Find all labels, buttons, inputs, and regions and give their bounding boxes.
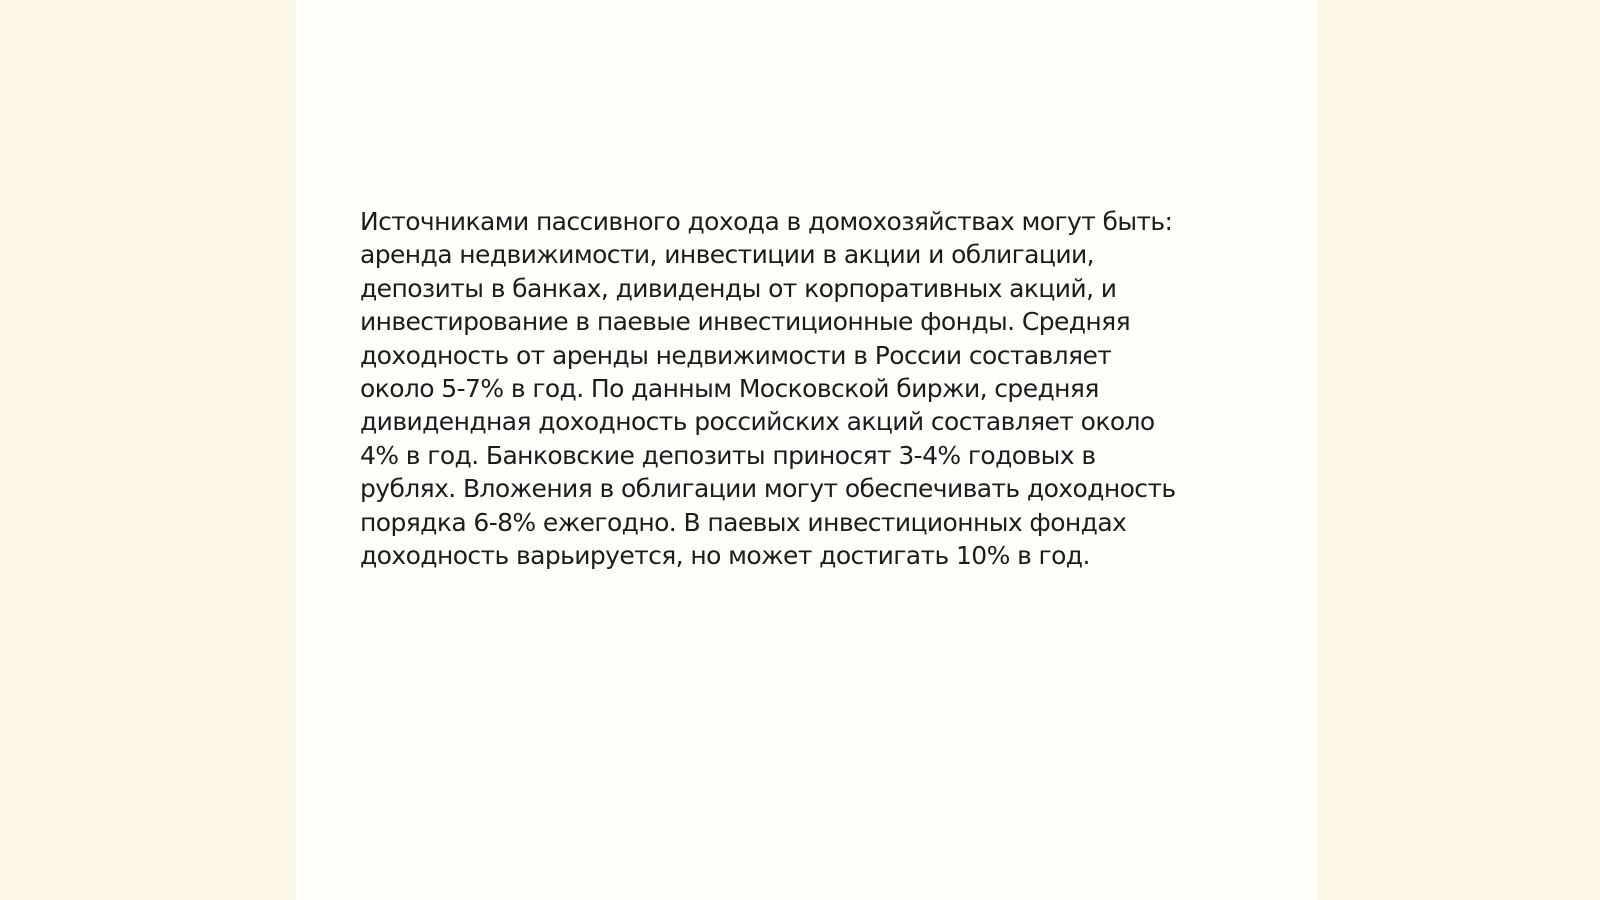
body-paragraph <box>360 205 1260 572</box>
paragraph-line: Источниками пассивного дохода в домохозяйствах могут быть: <box>360 207 1173 236</box>
paragraph-line: рублях. Вложения в облигации могут обеспечивать доходность <box>360 474 1176 504</box>
paragraph-line: около 5-7% в год. По данным Московской биржи, средняя <box>360 374 1099 404</box>
paragraph-line: дивидендная доходность российских акций составляет около <box>360 407 1155 437</box>
paragraph-line: доходность варьируется, но может достигать 10% в год. <box>360 541 1090 571</box>
right-margin <box>1318 0 1600 900</box>
paragraph-line: 4% в год. Банковские депозиты приносят 3-4% годовых в <box>360 440 1096 470</box>
paragraph-line: аренда недвижимости, инвестиции в акции и облигации, <box>360 240 1094 270</box>
paragraph-line: доходность от аренды недвижимости в России составляет <box>360 340 1112 370</box>
paragraph-line: депозиты в банках, дивиденды от корпоративных акций, и <box>360 273 1117 303</box>
left-margin <box>0 0 296 900</box>
paragraph-line: инвестирование в паевые инвестиционные фонды. Средняя <box>360 307 1131 337</box>
paragraph-line: порядка 6-8% ежегодно. В паевых инвестиционных фондах <box>360 507 1127 537</box>
